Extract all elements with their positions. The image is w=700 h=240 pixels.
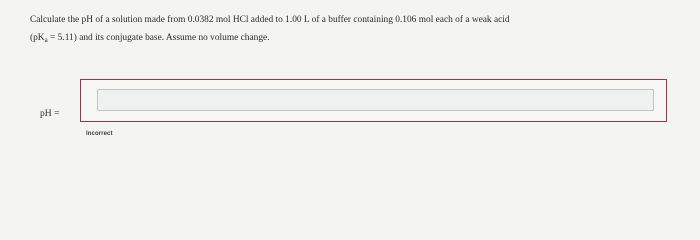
question-line-2 bbox=[30, 29, 680, 49]
answer-row bbox=[30, 79, 680, 129]
pka-subscript: a bbox=[44, 36, 48, 44]
question-line-1: Calculate the pH of a solution made from 0.0382 mol HCl added to 1.00 L of a buffer containing 0.106 mol each of a weak acid bbox=[30, 15, 510, 25]
ph-label: pH = bbox=[40, 109, 60, 119]
pka-suffix: = 5.11) and its conjugate base. Assume no volume change. bbox=[47, 33, 270, 43]
incorrect-feedback-label: Incorrect bbox=[86, 131, 113, 137]
pka-prefix: (pK bbox=[30, 33, 45, 43]
ph-answer-input[interactable] bbox=[97, 89, 654, 111]
answer-feedback-box bbox=[80, 79, 667, 122]
question-text bbox=[30, 11, 680, 49]
